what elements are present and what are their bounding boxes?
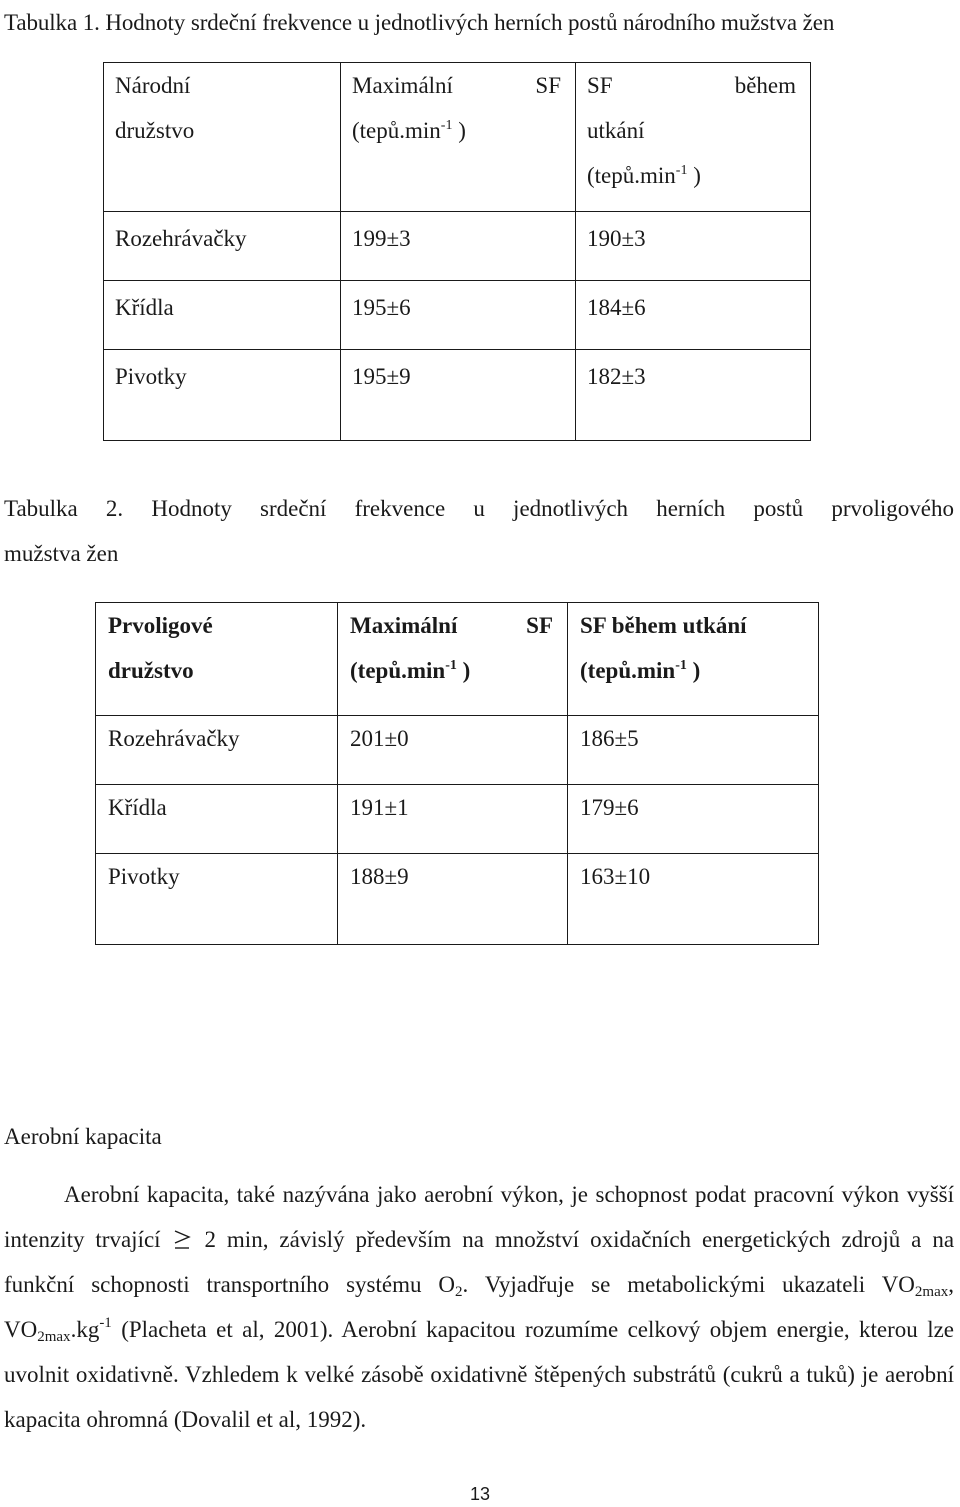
- table-cell: Pivotky: [104, 350, 341, 441]
- paragraph-text: 2 min, závislý především na množství oxidačních energetických zdrojů a na funkční schopnosti transportního systému O: [4, 1227, 955, 1297]
- header-line: utkání: [587, 118, 645, 143]
- unit-text: ): [692, 658, 701, 683]
- table-cell: 179±6: [568, 785, 819, 854]
- section-title: Aerobní kapacita: [4, 1124, 162, 1149]
- table2-header-cell-team: [96, 603, 338, 716]
- header-word: SF: [526, 613, 553, 638]
- header-word: Maximální: [350, 613, 458, 638]
- unit-text: ): [458, 118, 466, 143]
- page-number: 13: [469, 1484, 491, 1504]
- table2-header-cell-match: [568, 603, 819, 716]
- table-cell: 195±9: [341, 350, 576, 441]
- table-cell: 186±5: [568, 716, 819, 785]
- unit-text: (tepů.min: [350, 658, 446, 683]
- header-unit: [587, 153, 796, 198]
- table1-header-cell-max: [341, 63, 576, 212]
- table-row: [104, 350, 811, 441]
- header-line: družstvo: [108, 658, 194, 683]
- header-line: Prvoligové: [108, 613, 213, 638]
- subscript: 2: [455, 1284, 463, 1300]
- table-row: [96, 785, 819, 854]
- table-cell: 184±6: [576, 281, 811, 350]
- superscript: -1: [99, 1315, 112, 1331]
- paragraph-text: .kg: [70, 1317, 100, 1342]
- unit-text: (tepů.min: [580, 658, 676, 683]
- subscript: 2max: [37, 1329, 71, 1345]
- header-unit: [350, 648, 553, 693]
- table1-header-cell-match: [576, 63, 811, 212]
- table1-header-row: [104, 63, 811, 212]
- unit-superscript: -1: [675, 658, 687, 673]
- table-cell: Rozehrávačky: [104, 212, 341, 281]
- header-word: Maximální: [352, 73, 453, 98]
- table2-header-cell-max: [338, 603, 568, 716]
- table-cell: 199±3: [341, 212, 576, 281]
- table-cell: 182±3: [576, 350, 811, 441]
- table1-caption: Tabulka 1. Hodnoty srdeční frekvence u jednotlivých herních postů národního mužstva žen: [4, 10, 835, 35]
- header-line: SF během utkání: [580, 613, 747, 638]
- paragraph-text: . Vyjadřuje se metabolickými ukazateli VO: [462, 1272, 915, 1297]
- table2-caption-continued: mužstva žen: [4, 541, 119, 566]
- header-word: SF: [535, 73, 561, 98]
- header-line: [350, 603, 553, 648]
- table1: [103, 62, 811, 441]
- unit-superscript: -1: [440, 118, 453, 133]
- table-cell: 163±10: [568, 854, 819, 945]
- paragraph-text: Aerobní kapacita, také nazývána jako aerobní výkon, je schopnost podat pracovní výkon vyšší intenzity trvající: [4, 1182, 954, 1252]
- paragraph-text: (Placheta et al, 2001). Aerobní kapacitou rozumíme celkový objem energie, kterou lze uvolnit oxidativně. Vzhledem k velké zásobě oxidativně štěpených substrátů (cukrů a tuků) je aerobní kapacita ohromná (Dovalil et al, 1992).: [4, 1317, 954, 1432]
- unit-text: (tepů.min: [587, 163, 676, 188]
- header-line: Národní: [115, 73, 191, 98]
- table-cell: Křídla: [96, 785, 338, 854]
- table-row: [104, 281, 811, 350]
- unit-superscript: -1: [445, 658, 457, 673]
- unit-text: ): [693, 163, 701, 188]
- table-cell: 191±1: [338, 785, 568, 854]
- table-row: [96, 854, 819, 945]
- header-unit: [352, 108, 561, 153]
- paragraph-text: , VO: [4, 1272, 954, 1342]
- unit-text: ): [462, 658, 471, 683]
- table1-header-cell-team: [104, 63, 341, 212]
- unit-superscript: -1: [675, 163, 688, 178]
- header-word: SF: [587, 73, 613, 98]
- header-word: během: [734, 73, 796, 98]
- body-paragraph: [4, 1172, 954, 1442]
- table-cell: 188±9: [338, 854, 568, 945]
- table-cell: Pivotky: [96, 854, 338, 945]
- table-cell: 190±3: [576, 212, 811, 281]
- table-cell: Křídla: [104, 281, 341, 350]
- header-unit: [580, 648, 804, 693]
- table-cell: 201±0: [338, 716, 568, 785]
- table2: [95, 602, 819, 945]
- table-row: [104, 212, 811, 281]
- subscript: 2max: [914, 1284, 949, 1300]
- table-row: [96, 716, 819, 785]
- unit-text: (tepů.min: [352, 118, 441, 143]
- header-line: družstvo: [115, 118, 195, 143]
- table-cell: 195±6: [341, 281, 576, 350]
- header-line: [587, 63, 796, 108]
- table-cell: Rozehrávačky: [96, 716, 338, 785]
- table2-caption: Tabulka 2. Hodnoty srdeční frekvence u jednotlivých herních postů prvoligového: [4, 496, 954, 521]
- header-line: [352, 63, 561, 108]
- table2-header-row: [96, 603, 819, 716]
